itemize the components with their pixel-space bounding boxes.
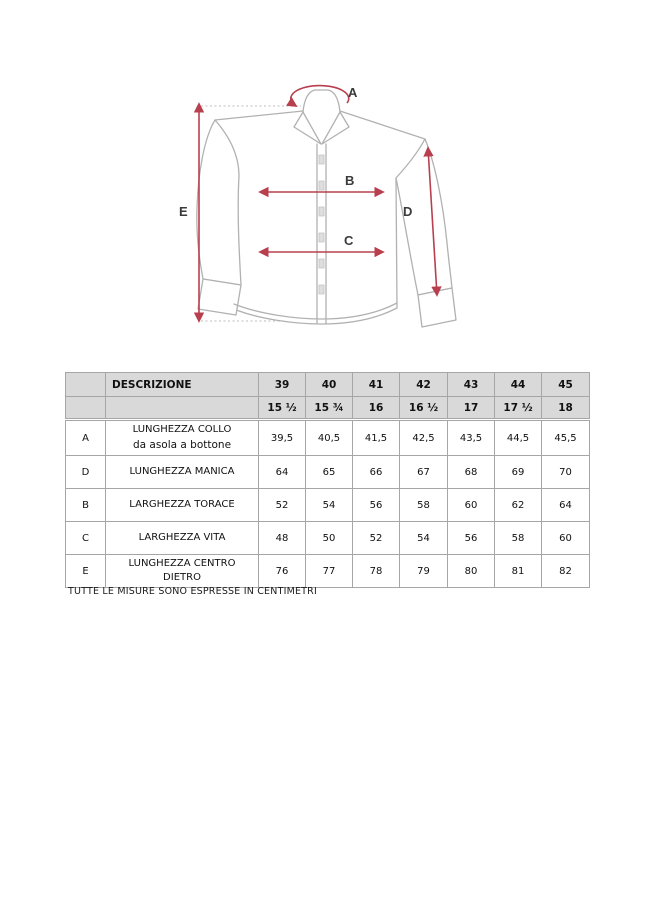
value-cell: 65 [306, 456, 353, 489]
value-cell: 41,5 [353, 420, 400, 456]
collar-size-header: 18 [542, 397, 590, 420]
collar-size-header: 17 [448, 397, 495, 420]
value-cell: 70 [542, 456, 590, 489]
value-cell: 67 [400, 456, 448, 489]
value-cell: 50 [306, 522, 353, 555]
value-cell: 60 [542, 522, 590, 555]
size-header: 44 [495, 373, 542, 397]
table-row-manica [66, 456, 590, 489]
table-row-centro-dietro [66, 555, 590, 588]
size-header: 43 [448, 373, 495, 397]
value-cell: 52 [259, 489, 306, 522]
size-table [65, 372, 590, 588]
value-cell: 39,5 [259, 420, 306, 456]
value-cell: 40,5 [306, 420, 353, 456]
value-cell: 69 [495, 456, 542, 489]
value-cell: 80 [448, 555, 495, 588]
row-description-main: LUNGHEZZA COLLO [132, 424, 232, 436]
units-note: TUTTE LE MISURE SONO ESPRESSE IN CENTIMETRI [68, 586, 317, 597]
value-cell: 43,5 [448, 420, 495, 456]
collar-size-header: 15 ½ [259, 397, 306, 420]
value-cell: 66 [353, 456, 400, 489]
header-empty-cell [66, 373, 106, 397]
row-letter: E [66, 555, 106, 588]
table-row-collo [66, 420, 590, 456]
value-cell: 68 [448, 456, 495, 489]
row-letter: C [66, 522, 106, 555]
value-cell: 54 [306, 489, 353, 522]
row-description [106, 420, 259, 456]
diagram-label-d: D [403, 204, 413, 219]
value-cell: 79 [400, 555, 448, 588]
collar-size-header: 17 ½ [495, 397, 542, 420]
value-cell: 82 [542, 555, 590, 588]
value-cell: 60 [448, 489, 495, 522]
table-row-torace [66, 489, 590, 522]
value-cell: 48 [259, 522, 306, 555]
value-cell: 45,5 [542, 420, 590, 456]
row-description-sub: da asola a bottone [132, 438, 232, 451]
row-description: LUNGHEZZA CENTRO DIETRO [106, 555, 259, 588]
shirt-outline [197, 90, 456, 327]
table-row-vita [66, 522, 590, 555]
header-empty-cell [106, 397, 259, 420]
value-cell: 58 [400, 489, 448, 522]
header-empty-cell [66, 397, 106, 420]
row-letter: A [66, 420, 106, 456]
row-description: LARGHEZZA VITA [106, 522, 259, 555]
row-description: LUNGHEZZA MANICA [106, 456, 259, 489]
shirt-measurement-diagram [175, 82, 465, 340]
value-cell: 42,5 [400, 420, 448, 456]
size-table-container [65, 372, 589, 588]
size-header: 40 [306, 373, 353, 397]
value-cell: 64 [542, 489, 590, 522]
size-header: 41 [353, 373, 400, 397]
row-letter: D [66, 456, 106, 489]
value-cell: 64 [259, 456, 306, 489]
value-cell: 58 [495, 522, 542, 555]
value-cell: 62 [495, 489, 542, 522]
collar-size-header: 16 [353, 397, 400, 420]
value-cell: 52 [353, 522, 400, 555]
diagram-label-a: A [348, 85, 358, 100]
value-cell: 44,5 [495, 420, 542, 456]
value-cell: 78 [353, 555, 400, 588]
row-description: LARGHEZZA TORACE [106, 489, 259, 522]
collar-size-header: 15 ¾ [306, 397, 353, 420]
collar-size-header: 16 ½ [400, 397, 448, 420]
table-header-collar-sizes [66, 397, 590, 420]
diagram-label-e: E [179, 204, 188, 219]
table-header-sizes [66, 373, 590, 397]
header-descrizione: DESCRIZIONE [106, 373, 259, 397]
row-letter: B [66, 489, 106, 522]
value-cell: 56 [448, 522, 495, 555]
value-cell: 76 [259, 555, 306, 588]
size-header: 39 [259, 373, 306, 397]
size-header: 45 [542, 373, 590, 397]
diagram-label-b: B [345, 173, 355, 188]
diagram-label-c: C [344, 233, 354, 248]
size-header: 42 [400, 373, 448, 397]
value-cell: 77 [306, 555, 353, 588]
value-cell: 56 [353, 489, 400, 522]
value-cell: 81 [495, 555, 542, 588]
value-cell: 54 [400, 522, 448, 555]
